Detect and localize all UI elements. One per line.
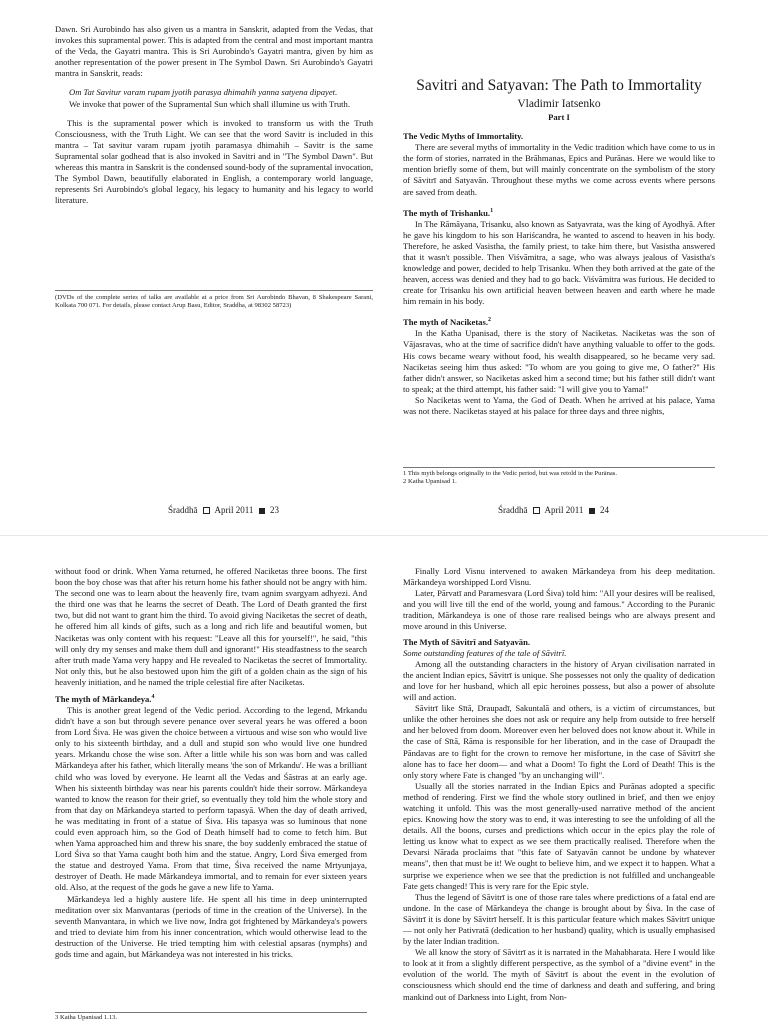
body-paragraph: Among all the outstanding characters in the history of Aryan civilisation narrated in the ancient Indian epics, Sāvitrī is unique. She possesses not only the quality of dedication and love for her husband, which all epic heroines possess, but also a power of absolute will and action. [403,658,715,703]
body-paragraph: Usually all the stories narrated in the Indian Epics and Purānas adopted a specific method of rendering. First we find the whole story outlined in brief, and then we enjoy watching it unfold. This was the most generally-used narrative method of the ancient epics. Knowing how the story was to end, it was interesting to see the unfolding of all the details. All the boons, curses and predictions which occur in the epics play the role of letting us know what to expect as we see them practically realised. Therefore when the Devarsi Nārada proclaims that "this fate of Satyavān cannot be undone by whatever means", then that must be it! We ought to believe him, and we expect it to happen. What a surprise we experience when we see that the prediction is not fulfilled and unchangeable Fate gets changed! This is very rare for the Epic style. [403,780,715,891]
part-label: Part I [548,112,570,122]
body-paragraph: Mārkandeya led a highly austere life. He spent all his time in deep uninterrupted meditation over six Manvantaras (periods of time in the creation of the Universe). In the seventh Manvantara, in which we live now, Indra got frightened by Mārkandeya's powers and tried to deviate him from his inner concentration, which would otherwise lead to the destruction of the Universe. He tried tempting him with celestial apsaras (nymphs) and gods time and again, but Mārkandeya was not interested in his tricks. [55,893,367,960]
section-body: There are several myths of immortality in the Vedic tradition which have come to us in the form of stories, narrated in the Brāhmanas, Epics and Purānas. Here we would like to mention briefly some of them, but will mainly concentrate on the symbolism of the story of Sāvitrī and Satyavān. Throughout these myths we come across events where persons are saved from death. [403,142,715,197]
filled-square-icon [259,508,265,514]
body-paragraph: without food or drink. When Yama returned, he offered Naciketas three boons. The first boon the boy chose was that after his return home his father should not be angry with him. The second one was to learn about the heavenly fire, tvam agnim svargyam adhyezi. And the third one was that he learns the secret of Death. The Lord of Death granted the first two, but did not want to grant him the third. To avoid giving Naciketas the secret of death, he offered him all kinds of gifts, such as a long and rich life and beautiful women, but Naciketas was only content with his request: "Leave all this for yourself!", he said, "this will only dry my senses and make them dull and ignorant!" His steadfastness to the search after truth made Yama very happy and He revealed to Naciketas the secret of Immortality. Not only this, but he also bestowed upon him the gift of a golden chain as the sign of his heavenly initiation, and he named the triple celestial fire after Naciketas. [55,566,367,687]
section-heading: The Myth of Sāvitrī and Satyavān. [403,636,531,647]
mantra-quote: Om Tat Savitur varam rupam jyotih parasya dhimahih yanna satyena dipayet. [69,87,338,98]
body-paragraph: This is another great legend of the Vedic period. According to the legend, Mrkandu didn't have a son but through severe penance over several years he was offered a boon from Lord Śiva. He was given the choice between a virtuous and wise son who would live only to his sixteenth birthday, and a dull and stupid son who would live one hundred years. Mrkandu chose the wise son. After a little while his son was born and was called Mārkandeya after his father, which literally means 'the son of Mrkandu'. He was a brilliant child who was loved by everyone. He learnt all the Vedas and Śāstras at an early age. When his sixteenth birthday was near his parents couldn't hide their sorrow. Mārkandeya wanted to know the reason for their grief, so eventually they told him the whole story and from that day on Mārkandeya started to perform tapasyā. When the day of death arrived, he was meditating in front of a statue of Śiva. His tapasya was so luminous that none could even approach him, so the God of Death himself had to come to fetch him. But when Yama approached him and threw his snare, the boy suddenly embraced the statue of Lord Śiva so that Yama caught both him and the statue. Angry, Lord Śiva emerged from the statue and destroyed Yama. From that time, Śiva received the name Mrtyunjaya, destroyer of Death. He made Mārkandeya immortal, and to remain for ever sixteen years old. Also, at the request of the gods he gave a new life to Yama. [55,704,367,893]
page-footer-23 [168,505,279,516]
intro-paragraph: Dawn. Sri Aurobindo has also given us a mantra in Sanskrit, adapted from the Vedas, that invokes this supramental power. This is adapted from the central and most important mantra of the Veda, the Gayatri mantra. This is Sri Aurobindo's Gayatri mantra, given by him as another representation of the power present in The Symbol Dawn. Sri Aurobindo's Gayatri mantra in Sanskrit, reads: [55,24,373,79]
footnote: 3 Katha Upanisad 1.13. [55,1014,118,1021]
open-square-icon [203,507,210,514]
section-heading [55,692,367,705]
footnotes-24 [403,467,715,487]
body-paragraph: Later, Pārvatī and Paramesvara (Lord Śiva) told him: "All your desires will be realised, and you will live till the end of the world, young and famous." According to the Puranic tradition, Mārkandeya is one of those rare realised beings who are always present and move around in this Universe. [403,588,715,632]
footnote-ref: 4 [151,694,155,701]
footnote: 2 Katha Upanisad 1. [403,478,457,486]
body-paragraph: Thus the legend of Sāvitrī is one of those rare tales where predictions of a fatal end are undone. In the case of Mārkandeya the change is brought about by Śiva. In the case of Sāvitrī it is done by Sāvitrī herself. It is this particular feature which makes Sāvitrī unique— not only her Pativratā (dedication to her husband) quality, which is usually emphasised by the later Indian tradition. [403,891,715,947]
heading-text: The myth of Trishanku. [403,207,491,218]
section-body: In the Katha Upanisad, there is the story of Naciketas. Naciketas was the son of Vājasravas, who at the time of sacrifice didn't have anything valuable to offer to the gods. His cows became weary without food, his wealth disappeared, so he became very sad. Naciketas seeing him thus asked: "To whom are you going to give me, O father?" His father didn't answer, so Naciketas asked him a second time; but his father still didn't want to speak; at the third attempt, his father said: "I will give you to Yama!" [403,328,715,394]
body-paragraph: We all know the story of Sāvitrī as it is narrated in the Mahabharata. Here I would like to look at it from a slightly different perspective, as the symbol of a "divine event" in the evolution of the world. The myth of Sāvitrī is about the event in the evolution of consciousness which should end the time of darkness and death and suffering, and bring mankind out of Darkness into Light, from Non- [403,947,715,1002]
footer-date: April 2011 [544,505,584,515]
footnotes-25 [55,1012,367,1022]
footer-date: April 2011 [214,505,254,515]
body-paragraph: Sāvitrī like Sītā, Draupadī, Sakuntalā and others, is a victim of circumstances, but unlike the other heroines she does not ask or require any help from outside to free herself and her beloved from doom. Moreover even her beloved does not know about it. While in the case of Sītā, Rāma is responsible for her liberation, and in the case of Draupadī the Pāndavas are to fight for the crown to remove her misfortune, in the case of Sāvitrī she alone has to face her doom— and what a Doom! To fight the Lord of Death! This is the only story where Fate is changed "by an unchanging will". [403,703,715,780]
heading-text: The myth of Naciketas. [403,317,488,328]
mantra-translation: We invoke that power of the Supramental Sun which shall illumine us with Truth. [69,98,350,109]
section-body: In The Rāmāyana, Trisanku, also known as Satyavrata, was the king of Ayodhyā. After he gave his kingdom to his son Hariścandra, he wanted to ascend to heaven in his body. Therefore, he asked Vasistha, the family priest, to take him there, but Vasistha answered that it wasn't possible. Then Viśvāmitra, a sage, who was always jealous of Vasistha's knowledge and power, decided to help Trisanku. When they both arrived at the gate of the heaven, access was denied and they had to go back. Viśvāmitra was furious. He decided to create for Trisanku his own artificial heaven between heaven and earth where he made him remain in his body. [403,218,715,307]
body-paragraph: This is the supramental power which is invoked to transform us with the Truth Consciousness, with the Truth Light. We can see that the word Savitr is included in this mantra – Tat savitur varam rupam jyotih paramasya dhimahih – Savitr is the same Supramental solar godhead that is also invoked in Savitri and in "The Symbol Dawn". But whereas this mantra in Sanskrit is the condensed sound-body of the supramental invocation, The Symbol Dawn, beautifully elaborated in English, a contemporary world language, represents Sri Aurobindo's global legacy, his legacy to humanity and his legacy to world literature. [55,117,373,206]
article-author: Vladimir Iatsenko [517,98,601,110]
dvd-note-text: (DVDs of the complete series of talks are available at a price from Sri Aurobindo Bhavan, 8 Shakespeare Sarani, Kolkata 700 071. For details, please contact Arup Basu, Editor, Sraddha, at 98302 58723) [55,294,373,310]
open-square-icon [533,507,540,514]
page-26 [403,566,715,1003]
footnote-ref: 2 [487,317,491,324]
section-heading [403,315,715,328]
footer-journal: Śraddhā [168,505,198,515]
page-24 [403,76,715,417]
footer-journal: Śraddhā [498,505,528,515]
heading-text: The myth of Mārkandeya. [55,693,152,704]
page-23 [55,24,373,206]
footer-page: 24 [599,505,609,515]
filled-square-icon [589,508,595,514]
footnote: 1 This myth belongs originally to the Vedic period, but was retold in the Purānas. [403,470,618,477]
section-heading [403,206,715,219]
page-25 [55,566,367,960]
body-paragraph: Finally Lord Visnu intervened to awaken Mārkandeya from his deep meditation. Mārkandeya worshipped Lord Visnu. [403,566,715,588]
spread-divider [0,535,768,536]
section-body: So Naciketas went to Yama, the God of Death. When he arrived at his palace, Yama was not there. Naciketas stayed at his palace for three days and three nights, [403,394,715,416]
dvd-note [55,290,373,311]
article-title: Savitri and Satyavan: The Path to Immortality [416,77,702,94]
page-footer-24 [498,505,609,516]
section-subheading: Some outstanding features of the tale of Sāvitrī. [403,647,567,658]
footnote-ref: 1 [490,207,494,214]
footer-page: 23 [269,505,279,515]
section-heading: The Vedic Myths of Immortality. [403,131,524,142]
